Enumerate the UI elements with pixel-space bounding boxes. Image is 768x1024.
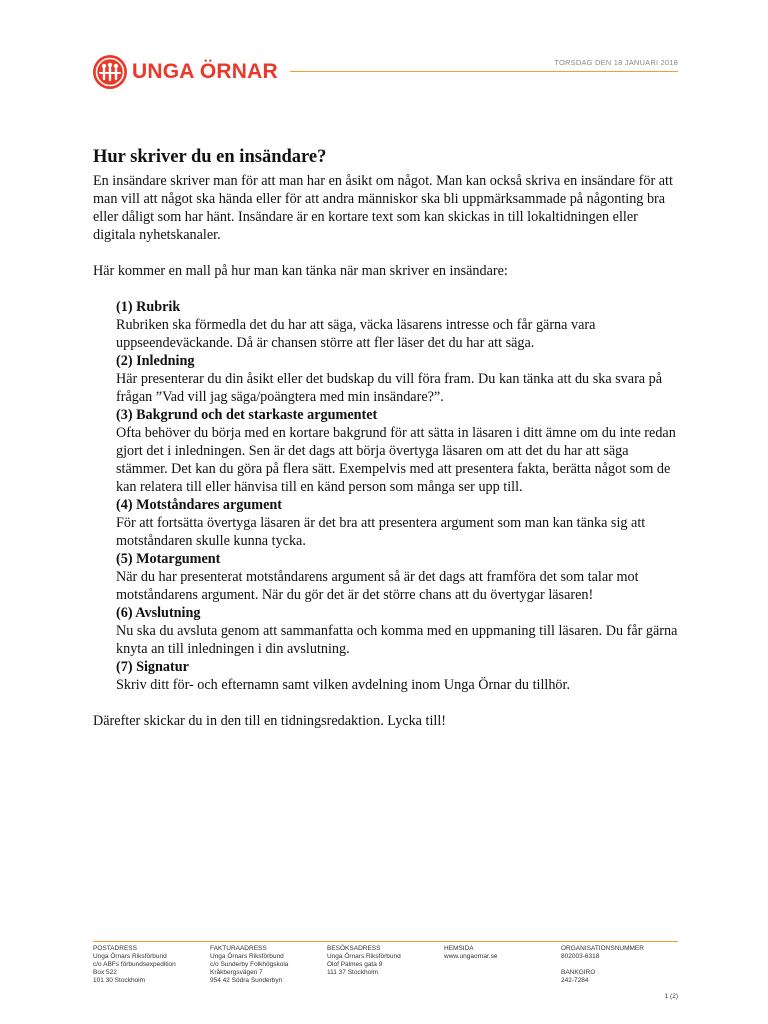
footer-line: Unga Örnars Riksförbund [93,953,167,960]
footer-line: 802003-6318 [561,953,600,960]
page-header [0,0,768,100]
step-title: (2) Inledning [116,353,195,369]
step-item [116,352,683,406]
logo-text: UNGA ÖRNAR [132,60,278,83]
footer-line: Box 522 [93,969,117,976]
footer-heading: FAKTURAADRESS [210,945,267,952]
step-title: (1) Rubrik [116,299,181,315]
footer-line: 242-7284 [561,977,589,984]
step-title: (5) Motargument [116,551,221,567]
step-item [116,406,683,496]
step-item [116,550,683,604]
footer-line: Olof Palmes gata 9 [327,961,383,968]
footer-column-besoksadress [327,945,442,977]
footer-heading: POSTADRESS [93,945,137,952]
step-item [116,496,683,550]
document-body [93,145,683,730]
header-divider [290,71,678,72]
step-title: (7) Signatur [116,659,189,675]
footer-heading: BESÖKSADRESS [327,945,381,952]
step-body: Här presenterar du din åsikt eller det budskap du vill föra fram. Du kan tänka att du ska svara på frågan ”Vad vill jag säga/poängtera med min insändare?”. [116,371,663,405]
footer-column-postadress [93,945,208,985]
unga-ornar-emblem-icon [93,55,127,89]
footer-divider [93,941,678,942]
steps-list [116,298,683,694]
footer-line: c/o ABFs förbundsexpedition [93,961,176,968]
intro-paragraph: En insändare skriver man för att man har en åsikt om något. Man kan också skriva en insändare för att man vill att något ska hända eller för att andra människor ska bli uppmärksammade på någonting bra eller dåligt som har hänt. Insändare är en kortare text som kan skickas in till lokaltidningen eller digitala nyhetskanaler. [93,173,673,243]
step-body: Ofta behöver du börja med en kortare bakgrund för att sätta in läsaren i ditt ämne om du inte redan gjort det i inledningen. Sen är det dags att börja övertyga läsaren om att det du har att säga stämmer. Det kan du göra på flera sätt. Exempelvis med att presentera fakta, berätta något som de kan relatera till eller hänvisa till en känd person som många ser upp till. [116,425,676,495]
lead-paragraph: Här kommer en mall på hur man kan tänka när man skriver en insändare: [93,263,508,279]
document-date: TORSDAG DEN 18 JANUARI 2018 [554,58,678,67]
step-item [116,658,683,694]
step-body: Rubriken ska förmedla det du har att säga, väcka läsarens intresse och får gärna vara uppseendeväckande. Då är chansen större att fler läser det du har att säga. [116,317,596,351]
footer-website-link[interactable]: www.ungaornar.se [444,953,498,960]
step-title: (4) Motståndares argument [116,497,283,513]
step-body: Skriv ditt för- och efternamn samt vilken avdelning inom Unga Örnar du tillhör. [116,677,571,693]
footer-column-fakturaadress [210,945,325,985]
logo [93,55,278,89]
footer-heading: HEMSIDA [444,945,474,952]
step-title: (3) Bakgrund och det starkaste argumentet [116,407,378,423]
footer-line: Unga Örnars Riksförbund [327,953,401,960]
footer-subheading: BANKGIRO [561,969,596,976]
footer-column-organisationsnummer [561,945,676,985]
footer-line: c/o Sunderby Folkhögskola [210,961,289,968]
footer-line: 101 30 Stockholm [93,977,146,984]
footer-column-hemsida [444,945,559,961]
step-title: (6) Avslutning [116,605,201,621]
step-body: Nu ska du avsluta genom att sammanfatta och komma med en uppmaning till läsaren. Du får gärna knyta an till inledningen i din avslutning. [116,623,678,657]
step-item [116,298,683,352]
step-item [116,604,683,658]
footer-line: Kråkbergsvägen 7 [210,969,263,976]
footer-line: Unga Örnars Riksförbund [210,953,284,960]
closing-paragraph: Därefter skickar du in den till en tidningsredaktion. Lycka till! [93,713,447,729]
footer-spacer [561,961,676,969]
step-body: När du har presenterat motståndarens argument så är det dags att framföra det som talar mot motståndarens argument. När du gör det är det större chans att du övertygar läsaren! [116,569,639,603]
footer-line: 954 42 Södra Sunderbyn [210,977,283,984]
footer-heading: ORGANISATIONSNUMMER [561,945,644,952]
page-number: 1 (2) [664,993,678,1000]
step-body: För att fortsätta övertyga läsaren är det bra att presentera argument som man kan tänka sig att motståndaren skulle kunna tycka. [116,515,646,549]
document-title: Hur skriver du en insändare? [93,147,327,167]
footer-line: 111 37 Stockholm [327,969,379,976]
